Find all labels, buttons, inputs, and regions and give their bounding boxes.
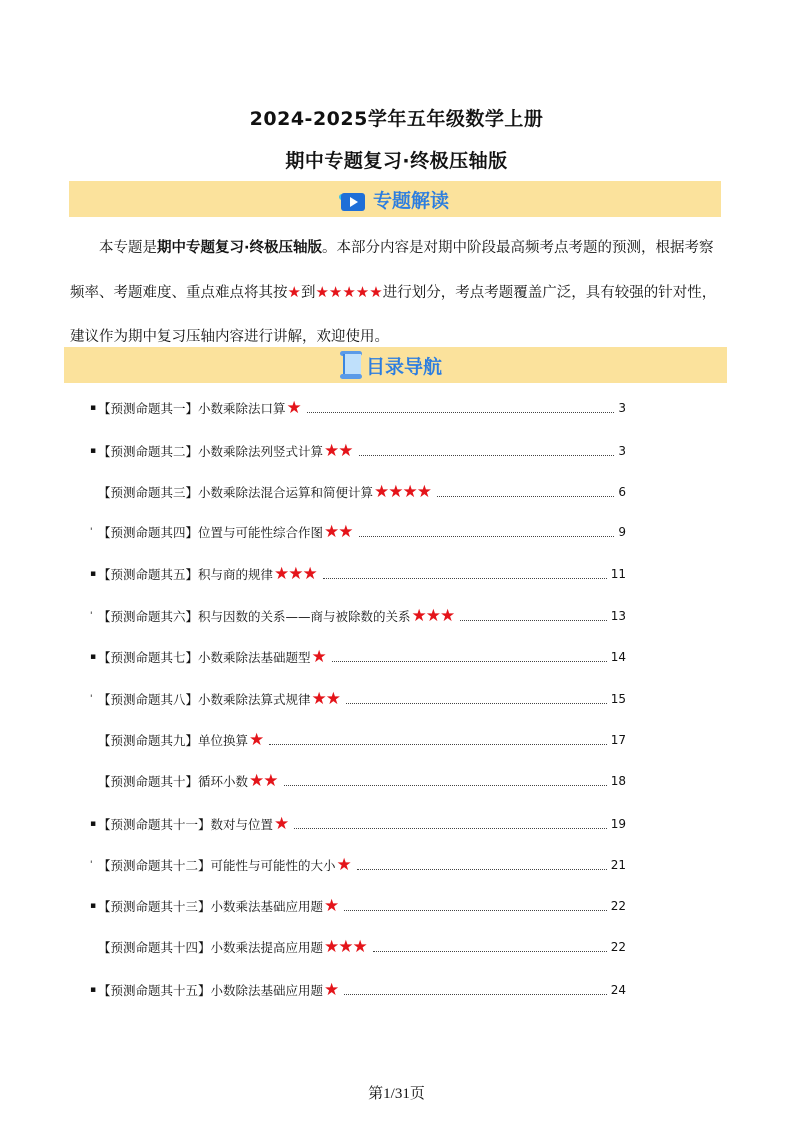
- toc-entry-label: 【预测命题其十一】数对与位置: [98, 817, 274, 832]
- toc-entry[interactable]: [90, 812, 626, 836]
- toc-page-number: 17: [610, 733, 626, 747]
- toc-bullet: ▪: [90, 819, 97, 829]
- star-rating-icon: ★: [274, 814, 289, 834]
- toc-entry-label: 【预测命题其十二】可能性与可能性的大小: [98, 858, 336, 873]
- dot-leader: [332, 661, 607, 662]
- toc-bullet: ▪: [90, 985, 97, 995]
- toc-bullet: ': [90, 527, 93, 537]
- toc-entry-label: 【预测命题其四】位置与可能性综合作图: [98, 525, 324, 540]
- star-rating-icon: ★: [249, 730, 264, 750]
- toc-entry[interactable]: [90, 853, 626, 877]
- toc-page-number: 3: [618, 401, 626, 415]
- dot-leader: [294, 828, 606, 829]
- star-rating-icon: ★★: [324, 441, 353, 461]
- star-rating-icon: ★: [324, 896, 339, 916]
- star-rating-icon: ★★★: [324, 937, 367, 957]
- toc-entry[interactable]: [90, 728, 626, 752]
- toc-entry[interactable]: [90, 562, 626, 586]
- toc-entry[interactable]: [90, 894, 626, 918]
- toc-page-number: 14: [610, 650, 626, 664]
- dot-leader: [357, 869, 607, 870]
- dot-leader: [344, 910, 606, 911]
- toc-bullet: ▪: [90, 446, 97, 456]
- toc-entry-label: 【预测命题其十四】小数乘法提高应用题: [98, 940, 324, 955]
- toc-page-number: 3: [618, 444, 626, 458]
- toc-page-number: 24: [610, 983, 626, 997]
- section-banner-toc: [64, 347, 727, 383]
- toc-page-number: 21: [610, 858, 626, 872]
- toc-page-number: 18: [610, 774, 626, 788]
- toc-entry-label: 【预测命题其五】积与商的规律: [98, 567, 274, 582]
- toc-page-number: 19: [610, 817, 626, 831]
- toc-entry-label: 【预测命题其二】小数乘除法列竖式计算: [98, 444, 324, 459]
- scroll-icon: [340, 350, 362, 380]
- dot-leader: [460, 620, 606, 621]
- star-rating-icon: ★★: [311, 689, 340, 709]
- toc-entry[interactable]: [90, 645, 626, 669]
- toc-entry[interactable]: [90, 396, 626, 420]
- star-rating-icon: ★★: [324, 522, 353, 542]
- star-rating-icon: ★★★: [274, 564, 317, 584]
- toc-bullet: ▪: [90, 403, 97, 413]
- star-rating-icon: ★★★: [411, 606, 455, 626]
- toc-bullet: ▪: [90, 652, 97, 662]
- toc-entry[interactable]: [90, 520, 626, 544]
- section-heading-toc: 目录导航: [366, 355, 443, 378]
- toc-entry[interactable]: [90, 439, 626, 463]
- toc-bullet: ': [90, 694, 93, 704]
- dot-leader: [373, 951, 607, 952]
- toc-entry-label: 【预测命题其八】小数乘除法算式规律: [98, 692, 311, 707]
- dot-leader: [307, 412, 615, 413]
- toc-entry-label: 【预测命题其十五】小数除法基础应用题: [98, 983, 324, 998]
- toc-bullet: ▪: [90, 569, 97, 579]
- toc-entry-label: 【预测命题其一】小数乘除法口算: [98, 401, 286, 416]
- toc-page-number: 6: [618, 485, 626, 499]
- toc-entry-label: 【预测命题其十】循环小数: [98, 774, 249, 789]
- dot-leader: [437, 496, 614, 497]
- toc-page-number: 9: [618, 525, 626, 539]
- section-heading-intro: 专题解读: [373, 189, 450, 212]
- toc-entry[interactable]: [90, 978, 626, 1002]
- toc-entry-label: 【预测命题其十三】小数乘法基础应用题: [98, 899, 324, 914]
- star-icon: ★: [287, 283, 301, 301]
- document-title: 2024-2025学年五年级数学上册: [249, 108, 544, 130]
- toc-bullet: ': [90, 860, 93, 870]
- toc-entry[interactable]: [90, 687, 626, 711]
- star-rating-icon: ★: [311, 647, 326, 667]
- intro-paragraph: 本专题是期中专题复习·终极压轴版。本部分内容是对期中阶段最高频考点考题的预测，根据考察频率、考题难度、重点难点将其按★到★★★★★进行划分，考点考题覆盖广泛，具有较强的针对性，建议作为期中复习压轴内容进行讲解，欢迎使用。: [70, 240, 717, 345]
- intro-bold-text: 期中专题复习·终极压轴版: [157, 240, 323, 256]
- dot-leader: [284, 785, 607, 786]
- toc-entry[interactable]: [90, 769, 626, 793]
- dot-leader: [359, 455, 615, 456]
- dot-leader: [269, 744, 606, 745]
- star-rating-icon: ★★★★: [374, 482, 431, 502]
- star-rating-icon: ★: [324, 980, 339, 1000]
- toc-page-number: 22: [610, 940, 626, 954]
- toc-bullet: ▪: [90, 901, 97, 911]
- dot-leader: [346, 703, 607, 704]
- section-banner-intro: [69, 181, 721, 217]
- dot-leader: [323, 578, 607, 579]
- document-subtitle: 期中专题复习·终极压轴版: [285, 150, 508, 172]
- toc-bullet: ': [90, 611, 93, 621]
- dot-leader: [344, 994, 606, 995]
- star-rating-icon: ★: [286, 398, 301, 418]
- toc-page-number: 15: [610, 692, 626, 706]
- dot-leader: [359, 536, 615, 537]
- toc-entry-label: 【预测命题其六】积与因数的关系——商与被除数的关系: [98, 609, 411, 624]
- toc-page-number: 13: [610, 609, 626, 623]
- toc-entry-label: 【预测命题其三】小数乘除法混合运算和简便计算: [98, 485, 374, 500]
- video-play-icon: [337, 185, 369, 213]
- toc-entry[interactable]: [90, 935, 626, 959]
- toc-entry[interactable]: [90, 480, 626, 504]
- toc-page-number: 11: [610, 567, 626, 581]
- page-number: 第1/31页: [368, 1086, 425, 1102]
- toc-entry[interactable]: [90, 604, 626, 628]
- toc-entry-label: 【预测命题其九】单位换算: [98, 733, 249, 748]
- star-rating-icon: ★: [336, 855, 351, 875]
- five-star-icon: ★★★★★: [315, 283, 383, 301]
- toc-entry-label: 【预测命题其七】小数乘除法基础题型: [98, 650, 311, 665]
- star-rating-icon: ★★: [249, 771, 278, 791]
- toc-page-number: 22: [610, 899, 626, 913]
